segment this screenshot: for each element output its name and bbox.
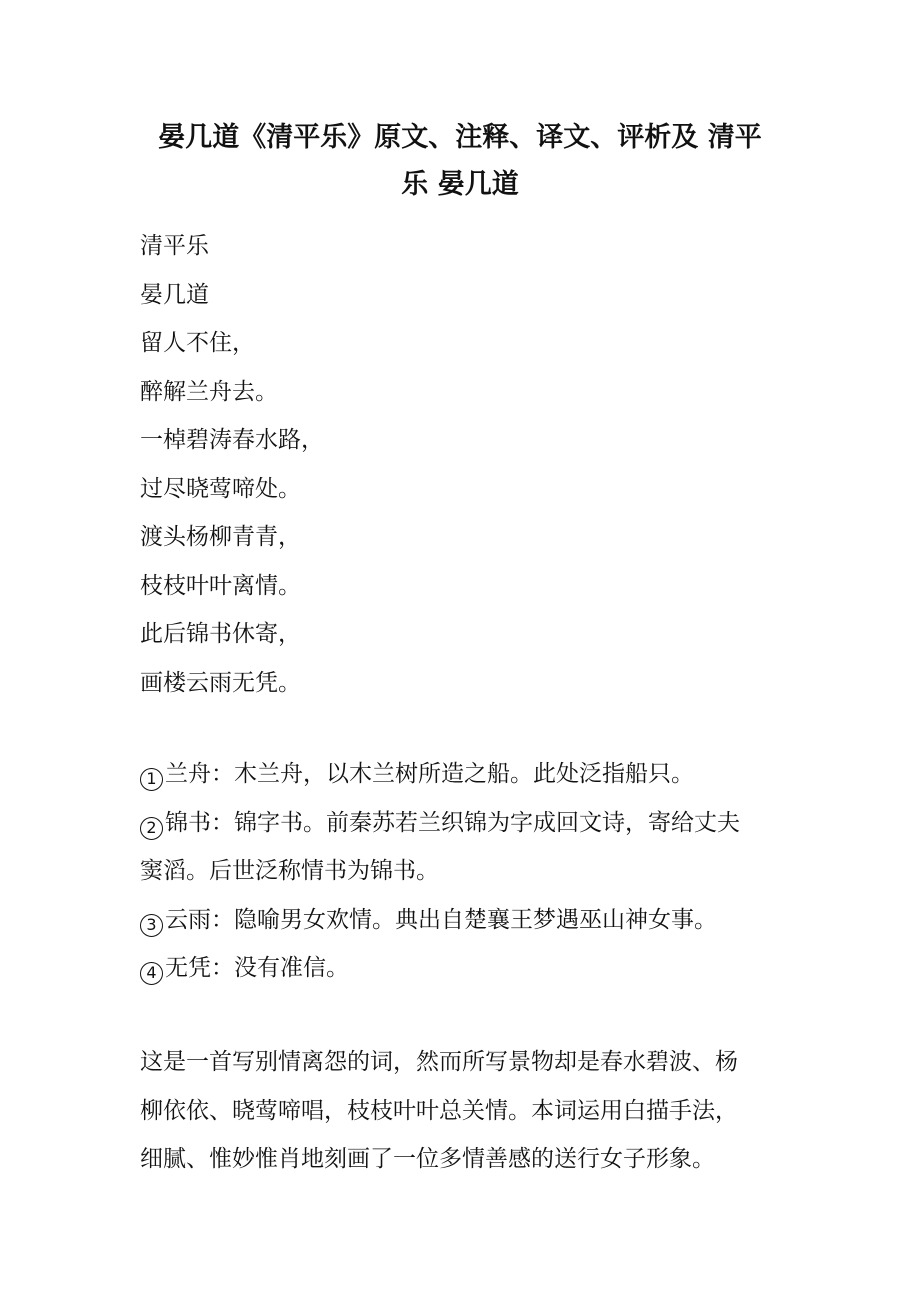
note-number: 2: [140, 817, 163, 840]
note-continuation: 窦滔。后世泛称情书为锦书。: [140, 858, 439, 884]
poem-line: 枝枝叶叶离情。: [140, 572, 301, 599]
note-item: [140, 750, 800, 799]
annotation-notes: [140, 750, 800, 993]
note-text: 兰舟：木兰舟，以木兰树所造之船。此处泛指船只。: [165, 761, 694, 787]
analysis-line: 这是一首写别情离怨的词，然而所写景物却是春水碧波、杨: [140, 1049, 738, 1075]
poem-line: 渡头杨柳青青，: [140, 524, 301, 550]
title-line-2: 乐 晏几道: [401, 169, 519, 200]
title-line-1: 晏几道《清平乐》原文、注释、译文、评析及 清平: [158, 122, 762, 153]
analysis-line: 细腻、惟妙惟肖地刻画了一位多情善感的送行女子形象。: [140, 1146, 715, 1172]
poem-text: [140, 222, 800, 707]
poem-line: 留人不住，: [140, 330, 255, 356]
poem-line: 晏几道: [140, 281, 209, 308]
note-text: 无凭：没有准信。: [165, 955, 349, 981]
poem-line: 此后锦书休寄，: [140, 621, 301, 647]
note-item: [140, 896, 800, 945]
analysis-paragraph: [140, 1038, 800, 1184]
poem-line: 一棹碧涛春水路，: [140, 427, 324, 453]
note-item: [140, 799, 800, 848]
poem-line: 过尽晓莺啼处。: [140, 475, 301, 502]
poem-line: 醉解兰舟去。: [140, 378, 278, 405]
note-number: 3: [140, 914, 163, 937]
note-text: 锦书：锦字书。前秦苏若兰织锦为字成回文诗，寄给丈夫: [165, 809, 740, 836]
note-text: 云雨：隐喻男女欢情。典出自楚襄王梦遇巫山神女事。: [165, 906, 717, 933]
poem-line: 清平乐: [140, 233, 209, 259]
note-number: 1: [140, 768, 163, 791]
document-title: [120, 114, 800, 208]
note-number: 4: [140, 962, 163, 985]
poem-line: 画楼云雨无凭。: [140, 669, 301, 696]
analysis-line: 柳依依、晓莺啼唱，枝枝叶叶总关情。本词运用白描手法，: [140, 1097, 738, 1124]
note-item: [140, 944, 800, 993]
